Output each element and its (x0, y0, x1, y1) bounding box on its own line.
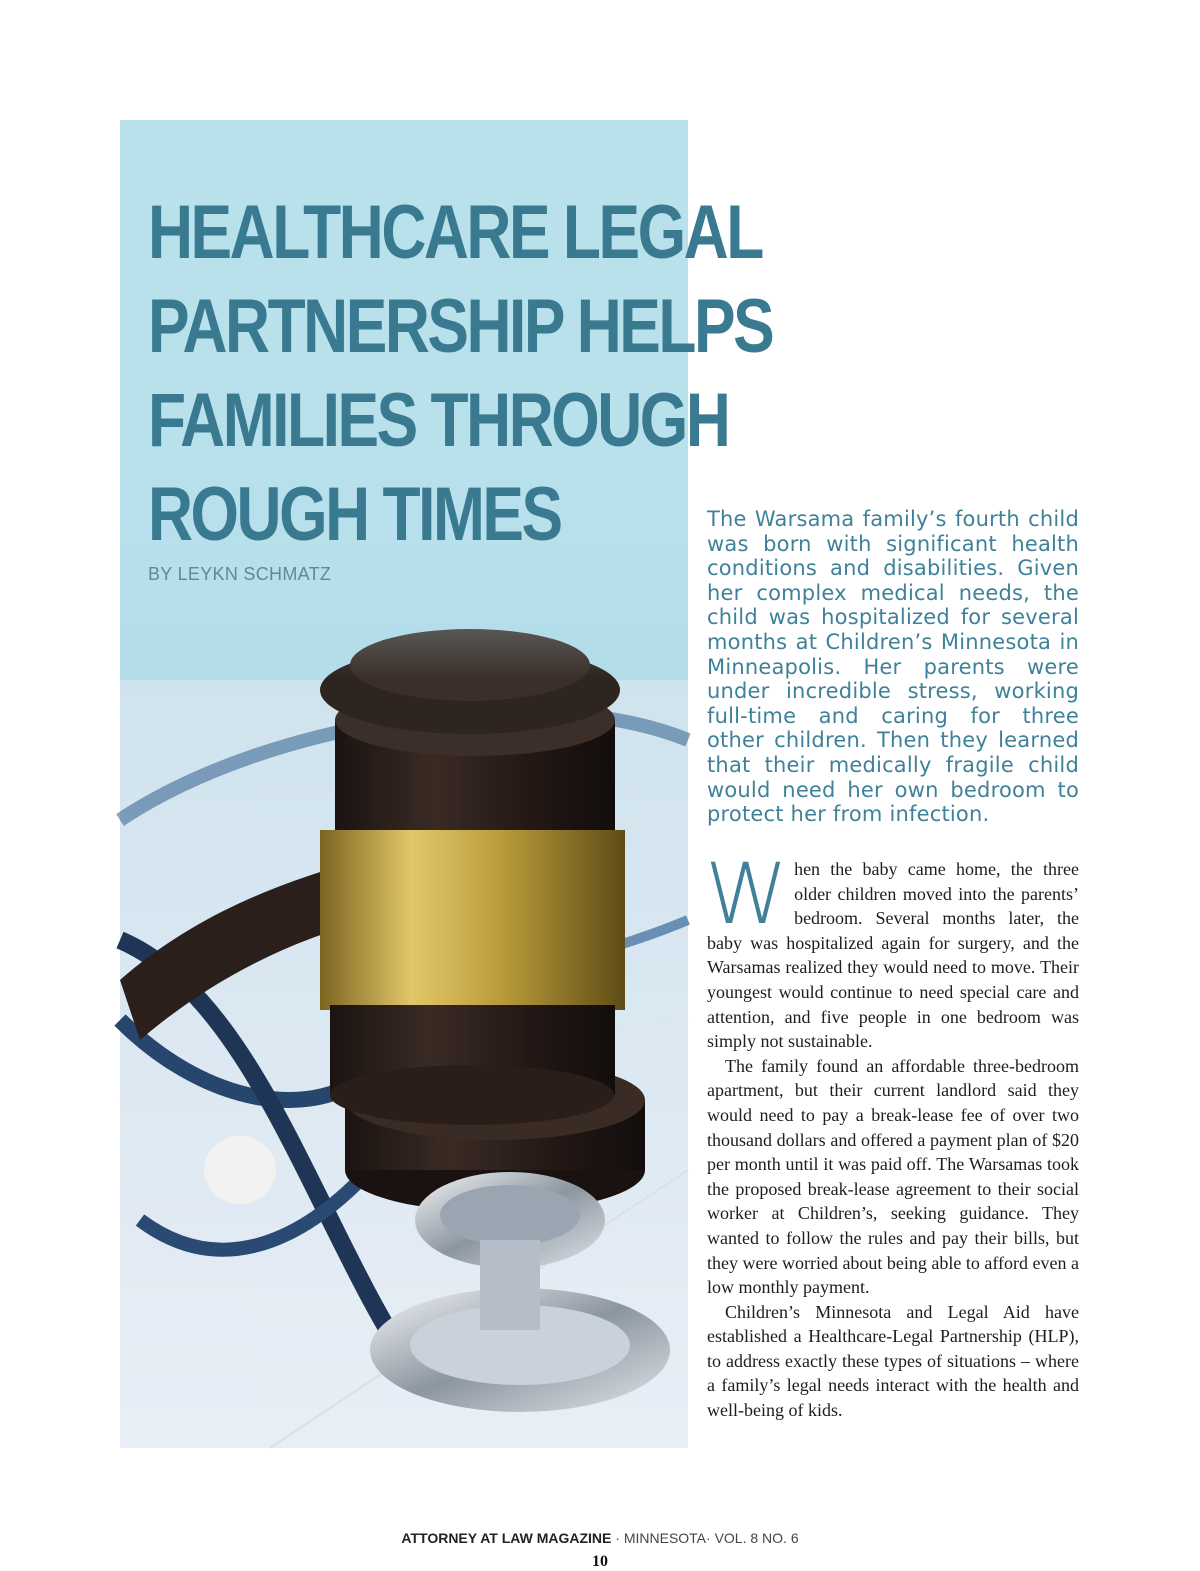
hero-panel (120, 120, 773, 1448)
lede-paragraph: The Warsama family’s fourth child was born with significant health conditions and disabilities. Given her complex medical needs, the child was hospitalized for several months at Children’s Minnesota in Minneapolis. Her parents were under incredible stress, working full-time and caring for three other children. Then they learned that their medically fragile child would need her own bedroom to protect her from infection. (707, 507, 1079, 827)
drop-cap: W (705, 845, 789, 943)
body-paragraph-1 (705, 845, 1079, 1054)
headline-line-3: FAMILIES THROUGH (148, 378, 729, 463)
magazine-name: ATTORNEY AT LAW MAGAZINE (401, 1530, 612, 1546)
byline: BY LEYKN SCHMATZ (148, 564, 332, 584)
page-number: 10 (592, 1553, 608, 1570)
body-paragraph-3: Children’s Minnesota and Legal Aid have established a Healthcare-Legal Partnership (HLP), to address exactly these types of situations – where a family’s legal needs interact with the health and well-being of kids. (707, 1301, 1079, 1421)
footer-masthead (0, 1530, 1200, 1546)
headline-line-4: ROUGH TIMES (148, 472, 561, 557)
article-body (705, 845, 1080, 1423)
body-paragraph-2: The family found an affordable three-bedroom apartment, but their current landlord said they would need to pay a break-lease fee of over two thousand dollars and offered a payment plan of $20 per month until it was paid off. The Warsamas took the proposed break-lease agreement to their social worker at Children’s, seeking guidance. They wanted to follow the rules and pay their bills, but they were worried about being able to afford even a low monthly payment. (707, 1055, 1080, 1298)
issue-info: · MINNESOTA· VOL. 8 NO. 6 (611, 1530, 799, 1546)
headline-line-2: PARTNERSHIP HELPS (148, 284, 773, 369)
headline (148, 186, 773, 562)
body-paragraph-1-text: hen the baby came home, the three older children moved into the parents’ bedroom. Several months later, the baby was hospitalized again for surgery, and the Warsamas realized they would need to move. Their youngest would continue to need special care and attention, and five people in one bedroom was simply not sustainable. (707, 859, 1079, 1052)
headline-line-1: HEALTHCARE LEGAL (148, 190, 762, 275)
